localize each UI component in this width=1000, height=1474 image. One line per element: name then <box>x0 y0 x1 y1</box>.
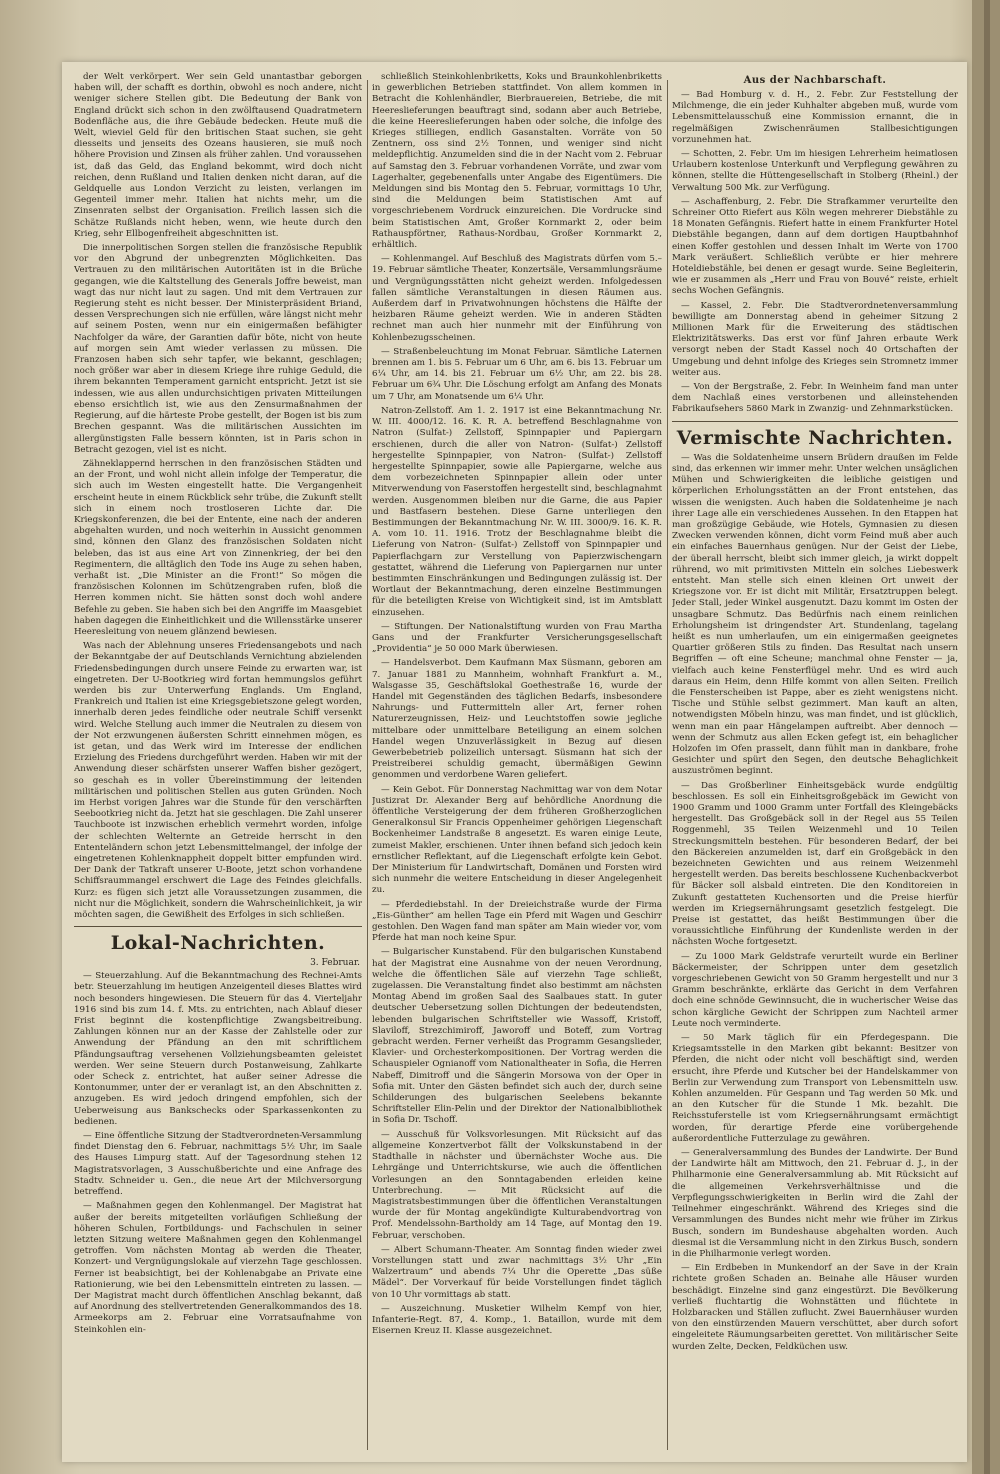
paragraph: — Generalversammlung des Bundes der Landwirte. Der Bund der Landwirte hält am Mittwoch, den 21. Februar d. J., in der Philharmonie eine Generalversammlung ab. Mit Rücksicht auf die allgemeinen Verkehrsverhältnisse und die Verpflegungsschwierigkeiten in Berlin wird die Zahl der Teilnehmer eingeschränkt. Während des Krieges sind die Versammlungen des Bundes nicht mehr wie früher im Zirkus Busch, sondern im Bundeshause abgehalten worden. Auch diesmal ist die Versammlung nicht in den Zirkus Busch, sondern in die Philharmonie verlegt worden. <box>672 1148 958 1259</box>
paragraph: — Bad Homburg v. d. H., 2. Febr. Zur Feststellung der Milchmenge, die ein jeder Kuhhalter abgeben muß, wurde vom Lebensmittelausschuß eine Kommission ernannt, die in regelmäßigen Zwischenräumen Stallbesichtigungen vorzunehmen hat. <box>672 90 958 145</box>
editorial-text <box>74 72 362 921</box>
paragraph: — Kohlenmangel. Auf Beschluß des Magistrats dürfen vom 5.–19. Februar sämtliche Theater, Konzertsäle, Versammlungsräume und Vergnügungsstätten nicht geheizt werden. Infolgedessen fallen sämtliche Veranstaltungen in diesen Räumen aus. Außerdem darf in Privatwohnungen höchstens die Hälfte der heizbaren Räume geheizt werden. Wie in anderen Städten rechnet man auch hier nunmehr mit der Einführung von Kohlenbezugsscheinen. <box>372 254 662 343</box>
column-2 <box>372 72 662 1447</box>
paragraph: der Welt verkörpert. Wer sein Geld unantastbar geborgen haben will, der schafft es dorthin, obwohl es noch andere, nicht weniger sichere Stellen gibt. Die Bedeutung der Bank von England drückt sich schon in den zwölftausend Quadratmetern Bodenfläche aus, die ihre Gebäude bedecken. Heute muß die Welt, wieviel Geld für den britischen Staat suchen, sie geht diesseits und jenseits des Ozeans hausieren, sie muß noch höhere Provision und Zinsen als früher zahlen. Und voraussehen ist, daß das Geld, das England bekommt, wird doch nicht reichen, denn Rußland und Italien denken nicht daran, auf die Geldquelle aus London Verzicht zu leisten, verlangen im Gegenteil immer mehr. Italien hat nichts mehr, um die Zinsenraten selbst der Organisation. Freilich lassen sich die Schätze Rußlands nicht heben, wenn, wie heute durch den Krieg, sehr Ellbogenfreiheit abgeschnitten ist. <box>74 72 362 239</box>
section-divider <box>672 421 958 422</box>
section-title-lokal: Lokal-Nachrichten. <box>110 932 326 955</box>
paragraph: Zähneklappernd herrschen in den französischen Städten und an der Front, und wohl nicht allein infolge der Temperatur, die sich auch im Westen eingestellt hatte. Die Vergangenheit erscheint heute in einem Rückblick sehr trübe, die Zukunft stellt sich in einem noch trostloseren Lichte dar. Die Kriegskonferenzen, die bei der Entente, eine nach der anderen abgehalten wurden, und noch weiterhin in Aussicht genommen sind, können den Glanz des französischen Soldaten nicht beleben, das ist aus eine Art von Zinnenkrieg, der bei den Regimentern, die alltäglich den Tode ins Auge zu sehen haben, verhaßt ist. „Die Minister an die Front!“ So mögen die französischen Kolonnen im Schützengraben rufen, bloß die Herren kommen nicht. Sie hätten sonst doch wohl andere Befehle zu geben. Sie haben sich bei den Angriffe im Maasgebiet haben dagegen die Einheitlichkeit und die Willensstärke unserer Heeresleitung von neuem glänzend bewiesen. <box>74 458 362 637</box>
paragraph: Was nach der Ablehnung unseres Friedensangebots und nach der Bekanntgabe der auf Deutschlands Vernichtung abzielenden Friedensbedingungen durch unsere Feinde zu erwarten war, ist eingetreten. Der U-Bootkrieg wird fortan hemmungslos geführt werden bis zur Unterwerfung Englands. Um England, Frankreich und Italien ist eine Kriegsgebietszone gelegt worden, innerhalb deren jedes feindliche oder neutrale Schiff versenkt wird. Welche Stellung auch immer die Neutralen zu diesem von der Not erzwungenen äußersten Schritt einnehmen mögen, es ist getan, und das Werk wird im Interesse der endlichen Erzielung des Friedens durchgeführt werden. Haben wir mit der Anwendung dieser schärfsten unserer Waffen bisher gezögert, so geschah es in voller Übereinstimmung der leitenden militärischen und politischen Stellen aus guten Gründen. Noch im Herbst vorigen Jahres war die Stunde für den verschärften Seebootkrieg nicht da. Jetzt hat sie geschlagen. Die Zahl unserer Tauchboote ist inzwischen erheblich vermehrt worden, infolge der schlechten Welternte an Getreide herrscht in den Ententeländern schon jetzt Lebensmittelmangel, der infolge der eingetretenen Kohlenknappheit doppelt bitter empfunden wird. Der Dank der Tatkraft unserer U-Boote, jetzt schon vorhandene Schiffsraummangel erschwert die Lage des Feindes gleichfalls. Kurz: es fügen sich jetzt alle Voraussetzungen zusammen, die nicht nur die Möglichkeit, sondern die Wahrscheinlichkeit, ja wir möchten sagen, die Gewißheit des Erfolges in sich schließen. <box>74 641 362 921</box>
section-date: 3. Februar. <box>310 958 360 969</box>
section-title-vermischte: Vermischte Nachrichten. <box>676 426 954 449</box>
paragraph: — Handelsverbot. Dem Kaufmann Max Süsmann, geboren am 7. Januar 1881 zu Mannheim, wohnhaft Frankfurt a. M., Walsgasse 35, Geschäftslokal Goethestraße 16, wurde der Handel mit Gegenständen des täglichen Bedarfs, insbesondere Nahrungs- und Futtermitteln aller Art, ferner rohen Naturerzeugnissen, Heiz- und Leuchtstoffen sowie jegliche mittelbare oder unmittelbare Beteiligung an einem solchen Handel wegen Unzuverlässigkeit in Bezug auf diesen Gewerbebetrieb polizeilich untersagt. Süsmann hat sich der Preistreiberei schuldig gemacht, übermäßigen Gewinn genommen und verdorbene Waren geliefert. <box>372 658 662 781</box>
paragraph: — Von der Bergstraße, 2. Febr. In Weinheim fand man unter dem Nachlaß eines verstorbenen und alleinstehenden Fabrikaufsehers 5860 Mark in Zwanzig- und Zehnmarkstücken. <box>672 382 958 415</box>
paragraph: — Kein Gebot. Für Donnerstag Nachmittag war von dem Notar Justizrat Dr. Alexander Berg auf behördliche Anordnung die öffentliche Versteigerung der dem früheren Großherzoglichen Generalkonsul Sir Francis Oppenheimer gehörigen Liegenschaft Bockenheimer Landstraße 8 angesetzt. Es waren einige Leute, zumeist Makler, erschienen. Unter ihnen befand sich jedoch kein ernstlicher Reflektant, auf die Liegenschaft erfolgte kein Gebot. Der Ministerium für Landwirtschaft, Domänen und Forsten wird sich nunmehr die weitere Entscheidung in dieser Angelegenheit zu. <box>372 784 662 896</box>
paragraph: — Straßenbeleuchtung im Monat Februar. Sämtliche Laternen brennen am 1. bis 5. Februar um 6 Uhr, am 6. bis 13. Februar um 6¼ Uhr, am 14. bis 21. Februar um 6½ Uhr, am 22. bis 28. Februar um 6¾ Uhr. Die Löschung erfolgt am Anfang des Monats um 7 Uhr, am Monatsende um 6¼ Uhr. <box>372 346 662 402</box>
column-rule <box>667 80 668 1450</box>
local-news-continued <box>372 72 662 1337</box>
paragraph: — Eine öffentliche Sitzung der Stadtverordneten-Versammlung findet Dienstag den 6. Februar, nachmittags 5½ Uhr, im Saale des Hauses Limpurg statt. Auf der Tagesordnung stehen 12 Magistratsvorlagen, 3 Ausschußberichte und eine Anfrage des Stadtv. Schneider u. Gen., die neue Art der Milchversorgung betreffend. <box>74 1131 362 1198</box>
paragraph: — 50 Mark täglich für ein Pferdegespann. Die Kriegsamtsstelle in den Marken gibt bekannt: Besitzer von Pferden, die nicht oder nicht voll beschäftigt sind, werden ersucht, ihre Pferde und Kutscher bei der Handelskammer von Berlin zur Verwendung zum Transport von Lebensmitteln usw. Kohlen anzumelden. Für Gespann und Tag werden 50 Mk. und an den Kutscher für die Stunde 1 Mk. bezahlt. Die Reichsstuferstelle ist vom Kriegsernährungsamt ermächtigt worden, für derartige Pferde eine vorübergehende außerordentliche Futterzulage zu gewähren. <box>672 1033 958 1144</box>
column-rule <box>367 80 368 1450</box>
binding-edge <box>972 0 1000 1474</box>
paragraph: — Kassel, 2. Febr. Die Stadtverordnetenversammlung bewilligte am Donnerstag abend in geheimer Sitzung 2 Millionen Mark für die Erweiterung des städtischen Elektrizitätswerks. Das erst vor fünf Jahren erbaute Werk versorgt neben der Stadt Kassel noch 40 Ortschaften der Umgebung und dehnt infolge des Krieges sein Stromnetz immer weiter aus. <box>672 300 958 378</box>
misc-news-text <box>672 453 958 1353</box>
section-title-nachbarschaft: Aus der Nachbarschaft. <box>743 75 887 86</box>
local-news-text <box>74 971 362 1336</box>
paragraph: — Pferdediebstahl. In der Dreieichstraße wurde der Firma „Eis-Günther“ am hellen Tage ein Pferd mit Wagen und Geschirr gestohlen. Den Wagen fand man später am Main wieder vor, vom Pferde hat man noch keine Spur. <box>372 899 662 944</box>
neighbourhood-news-text <box>672 90 958 416</box>
paragraph: Natron-Zellstoff. Am 1. 2. 1917 ist eine Bekanntmachung Nr. W. III. 4000/12. 16. K. R. A. betreffend Beschlagnahme von Natron (Sulfat-) Zellstoff, Spinnpapier und Papiergarn erschienen, durch die aller von Natron- (Sulfat-) Zellstoff hergestellte Spinnpapier, von Natron- (Sulfat-) Zellstoff hergestellte Spinnpapier, sowie alle Papiergarne, welche aus dem vorbezeichneten Spinnpapier allein oder unter Mitverwendung von Faserstoffen hergestellt sind, beschlagnahmt werden. Ausgenommen bleiben nur die Garne, die aus Papier und Bastfasern bestehen. Diese Garne unterliegen den Bestimmungen der Bekanntmachung Nr. W. III. 3000/9. 16. K. R. A. vom 10. 11. 1916. Trotz der Beschlagnahme bleibt die Lieferung von Natron- (Sulfat-) Zellstoff von Spinnpapier und Papierflachgarn zur Verstellung von Papierzwischengarn gestattet, während die Lieferung von Papiergarnen nur unter bestimmten Einschränkungen und Bedingungen zulässig ist. Der Wortlaut der Bekanntmachung, deren einzelne Bestimmungen für die beteiligten Kreise von Wichtigkeit sind, ist im Amtsblatt einzusehen. <box>372 405 662 618</box>
paragraph: Die innerpolitischen Sorgen stellen die französische Republik vor den Abgrund der unbegrenzten Möglichkeiten. Das Vertrauen zu den militärischen Autoritäten ist in die Brüche gegangen, wie die Kaltstellung des Generals Joffre beweist, man wagt das nur nicht laut zu sagen. Und mit dem Vertrauen zur Regierung steht es nicht besser. Der Ministerpräsident Briand, dessen Versprechungen sich nie erfüllen, wäre längst nicht mehr auf seinem Posten, wenn nur ein einigermaßen befähigter Nachfolger da wäre, der Garantien dafür böte, nicht von heute auf morgen sein Amt wieder verlassen zu müssen. Die Franzosen haben sich sehr tapfer, wie bekannt, geschlagen; noch größer war aber in diesem Kriege ihre ruhige Geduld, die ihrem bekannten Temperament garnicht entspricht. Jetzt ist sie indessen, wie aus allen undurchsichtigen privaten Mitteilungen ebenso ersichtlich ist, wie aus den Zensurmaßnahmen der Regierung, auf die härteste Probe gestellt, der Bogen ist bis zum Brechen gespannt. Was die militärischen Aussichten im allergünstigsten Falle bessern könnten, ist in Paris schon in Betracht gezogen, viel ist es nicht. <box>74 243 362 455</box>
paragraph: — Ein Erdbeben in Munkendorf an der Save in der Krain richtete großen Schaden an. Beinahe alle Häuser wurden beschädigt. Einzelne sind ganz eingestürzt. Die Bevölkerung verließ fluchtartig die Wohnstätten und flüchtete in Holzbaracken und Ställen zuflucht. Zwei Bauernhäuser wurden von den einstürzenden Mauern verschüttet, aber durch sofort eingeleitete Räumungsarbeiten gerettet. Von militärischer Seite wurden Zelte, Decken, Feldküchen usw. <box>672 1263 958 1352</box>
newspaper-page <box>62 62 967 1462</box>
paragraph: — Was die Soldatenheime unsern Brüdern draußen im Felde sind, das erkennen wir immer mehr. Unter welchen unsäglichen Mühen und Schwierigkeiten die leibliche geistigen und körperlichen Erholungsstätten an der Front entstehen, das wissen die wenigsten. Auch haben die Soldatenheime je nach ihrer Lage alle ein verschiedenes Aussehen. In den Etappen hat man großzügige Gebäude, wie Hotels, Gymnasien zu diesen Zwecken verwenden können, dicht vorm Feind muß aber auch ein einfaches Bauernhaus genügen. Nur der Geist der Liebe, der überall herrscht, bleibt sich immer gleich, ja wirkt doppelt rührend, wo mit primitivsten Mitteln ein solches Liebeswerk entsteht. Man stelle sich einen kleinen Ort unweit der Kriegszone vor. Er ist dicht mit Militär, Ersatztruppen belegt. Jeder Stall, jeder Winkel ausgenutzt. Dazu kommt im Osten der unsagbare Schmutz. Das Bedürfnis nach einem reinlichen Erholungsheim ist dringendster Art. Stundenlang, tagelang heißt es nun umherlaufen, um ein einigermaßen geeignetes Quartier größeren Stils zu finden. Das Resultat nach unsern Begriffen — oft eine Scheune; manchmal ohne Fenster — ja, vielfach auch keine Fensterflügel mehr. Und es wird auch daraus ein Heim, denn Hilfe kommt von allen Seiten. Freilich die Fensterscheiben ist Pappe, aber es zieht wenigstens nicht. Tische und Stühle selbst gezimmert. Man kauft an alten, notwendigsten Möbeln hinzu, was man findet, und ist glücklich, wenn man ein paar Hängelampen auftreibt. Aber dennoch — wenn der Schmutz aus allen Ecken gefegt ist, ein behaglicher Holzofen im Ofen prasselt, dann fühlt man in dankbare, frohe Gesichter und spürt den Segen, den deutsche Behaglichkeit auszuströmen beginnt. <box>672 452 958 777</box>
section-divider <box>74 926 362 927</box>
paragraph: — Stiftungen. Der Nationalstiftung wurden von Frau Martha Gans und der Frankfurter Versicherungsgesellschaft „Providentia“ je 50 000 Mark überwiesen. <box>372 621 662 655</box>
paragraph: schließlich Steinkohlenbriketts, Koks und Braunkohlenbriketts in gewerblichen Betrieben stattfindet. Von allem kommen in Betracht die Kohlenhändler, Bierbrauereien, Betriebe, die mit Heereslieferungen beauftragt sind, sodann aber auch Betriebe, die keine Heereslieferungen haben oder solche, die infolge des Krieges stilliegen, endlich Gasanstalten. Vorräte von 50 Zentnern, oss sind 2½ Tonnen, und weniger sind nicht meldepflichtig. Anzumelden sind die in der Nacht vom 2. Februar auf Samstag den 3. Februar vorhandenen Vorräte, und zwar vom Lagerhalter, gegebenenfalls unter Angabe des Eigentümers. Die Meldungen sind bis Montag den 5. Februar, vormittags 10 Uhr, sind die Meldungen beim Statistischen Amt auf vorgeschriebenem Vordruck einzureichen. Die Vordrucke sind beim Statistischen Amt, Großer Kornmarkt 2, oder beim Rathauspförtner, Rathaus-Nordbau, Großer Kornmarkt 2, erhältlich. <box>372 72 662 251</box>
paragraph: — Ausschuß für Volksvorlesungen. Mit Rücksicht auf das allgemeine Konzertverbot fällt der Volkskunstabend in der Stadthalle in nächster und übernächster Woche aus. Die Lehrgänge und Unterrichtskurse, wie auch die öffentlichen Vorlesungen an den Sonntagabenden erleiden keine Unterbrechung. — Mit Rücksicht auf die Magistratsbestimmungen über die öffentlichen Veranstaltungen wurde der für Montag angekündigte Kulturabendvortrag von Prof. Mendelssohn-Bartholdy am 14 Tage, auf Montag den 19. Februar, verschoben. <box>372 1129 662 1241</box>
paragraph: — Steuerzahlung. Auf die Bekanntmachung des Rechnei-Amts betr. Steuerzahlung im heutigen Anzeigenteil dieses Blattes wird noch besonders hingewiesen. Die Steuern für das 4. Vierteljahr 1916 sind bis zum 14. f. Mts. zu entrichten, nach Ablauf dieser Frist beginnt die kostenpflichtige Zwangsbeitreibung. Zahlungen können nur an der Kasse der Zahlstelle oder zur Anwendung der Pfändung an den mit schriftlichem Pfändungsauftrag versehenen Vollziehungsbeamten geleistet werden. Wer seine Steuern durch Postanweisung, Zahlkarte oder Scheck z. entrichtet, hat außer seiner Adresse die Kontonummer, unter der er veranlagt ist, an den Abschnitten z. anzugeben. Es wird jedoch dringend empfohlen, sich der Ueberweisung aus Bankschecks oder Sparkassenkonten zu bedienen. <box>74 971 362 1127</box>
column-3 <box>672 72 958 1447</box>
paragraph: — Zu 1000 Mark Geldstrafe verurteilt wurde ein Berliner Bäckermeister, der Schrippen unter dem gesetzlich vorgeschriebenen Gewicht von 50 Gramm hergestellt und nur 3 Gramm beschränkte, erklärte das Gericht in dem Verfahren doch eine schnöde Gewinnsucht, die in wucherischer Weise das schon kärgliche Gewicht der Schrippen zum Nachteil armer Leute noch verminderte. <box>672 951 958 1029</box>
paragraph: — Albert Schumann-Theater. Am Sonntag finden wieder zwei Vorstellungen statt und zwar nachmittags 3½ Uhr „Ein Walzertraum“ und abends 7¼ Uhr die Operette „Das süße Mädel“. Der Vorverkauf für beide Vorstellungen findet täglich von 10 Uhr vormittags ab statt. <box>372 1244 662 1300</box>
paragraph: — Maßnahmen gegen den Kohlenmangel. Der Magistrat hat außer der bereits mitgeteilten vorläufigen Schließung der höheren Schulen, Fortbildungs- und Fachschulen in seiner letzten Sitzung weitere Maßnahmen gegen den Kohlenmangel getroffen. Vom nächsten Montag ab werden die Theater, Konzert- und Vergnügungslokale auf vierzehn Tage geschlossen. Ferner ist beabsichtigt, bei der Kohlenabgabe an Private eine Rationierung, wie bei den Lebensmitteln eintreten zu lassen. — Der Magistrat macht durch öffentlichen Anschlag bekannt, daß auf Anordnung des stellvertretenden Generalkommandos des 18. Armeekorps am 2. Februar eine Vorratsaufnahme von Steinkohlen ein- <box>74 1201 362 1335</box>
paragraph: — Auszeichnung. Musketier Wilhelm Kempf von hier, Infanterie-Regt. 87, 4. Komp., 1. Bataillon, wurde mit dem Eisernen Kreuz II. Klasse ausgezeichnet. <box>372 1303 662 1337</box>
column-1 <box>74 72 362 1447</box>
paragraph: — Bulgarischer Kunstabend. Für den bulgarischen Kunstabend hat der Magistrat eine Ausnahme von der neuen Verordnung, welche die öffentlichen Säle auf vierzehn Tage schließt, zugelassen. Die Veranstaltung findet also bestimmt am nächsten Montag Abend im großen Saal des Saalbaues statt. In guter deutscher Uebersetzung sollen Dichtungen der bedeutendsten, lebenden bulgarischen Schriftsteller wie Wassoff, Kristoff, Slaviloff, Strezchimiroff, Jaworoff und Boteff, zum Vortrag gebracht werden. Ferner verheißt das Programm Gesangslieder, Klavier- und Orchesterkompositionen. Der Vortrag werden die Schauspieler Ognianoff vom Nationaltheater in Sofia, die Herren Nabeff, Dimitroff und die Sängerin Morsowa von der Oper in Sofia mit. Unter den Gästen befindet sich auch der, durch seine Schilderungen des bulgarischen Seelebens bekannte Schriftsteller Elin-Pelin und der Direktor der Nationalbibliothek in Sofia Dr. Tschoff. <box>372 947 662 1126</box>
paragraph: — Das Großberliner Einheitsgebäck wurde endgültig beschlossen. Es soll ein Einheitsgroßgebäck im Gewicht von 1900 Gramm und 1000 Gramm unter Fortfall des Kleingebäcks hergestellt. Das Großgebäck soll in der Regel aus 55 Teilen Roggenmehl, 35 Teilen Weizenmehl und 10 Teilen Streckungsmitteln bestehen. Für besonderen Bedarf, der bei den Bäckereien anzumelden ist, darf ein Großgebäck in den bezeichneten Gewichten und aus reinem Weizenmehl hergestellt werden. Das bereits beschlossene Kuchenbackverbot für Bäcker soll alsbald eintreten. Die den Konditoreien in Zukunft gestatteten Kuchensorten und die Preise hierfür werden im Kriegsernährungsamt gesetzlich festgelegt. Die Preise ist gestattet, das heißt Bestimmungen über die voraussichtliche Einführung der Kundenliste werden in der nächsten Woche fortgesetzt. <box>672 780 958 948</box>
paragraph: — Aschaffenburg, 2. Febr. Die Strafkammer verurteilte den Schreiner Otto Riefert aus Köln wegen mehrerer Diebstähle zu 18 Monaten Gefängnis. Riefert hatte in einem Frankfurter Hotel Diebstähle begangen, dann auf dem dortigen Hauptbahnhof einen Koffer gestohlen und dessen Inhalt im Werte von 1700 Mark veräußert. Schließlich verübte er hier mehrere Hoteldiebstähle, bei denen er gesagt wurde. Seine Begleiterin, wie er zusammen als „Herr und Frau von Bouvé“ reiste, erhielt sechs Wochen Gefängnis. <box>672 196 958 297</box>
paragraph: — Schotten, 2. Febr. Um im hiesigen Lehrerheim heimatlosen Urlaubern kostenlose Unterkunft und Verpflegung gewähren zu können, stellte die Hüttengesellschaft in Stolberg (Rheinl.) der Verwaltung 500 Mk. zur Verfügung. <box>672 149 958 193</box>
